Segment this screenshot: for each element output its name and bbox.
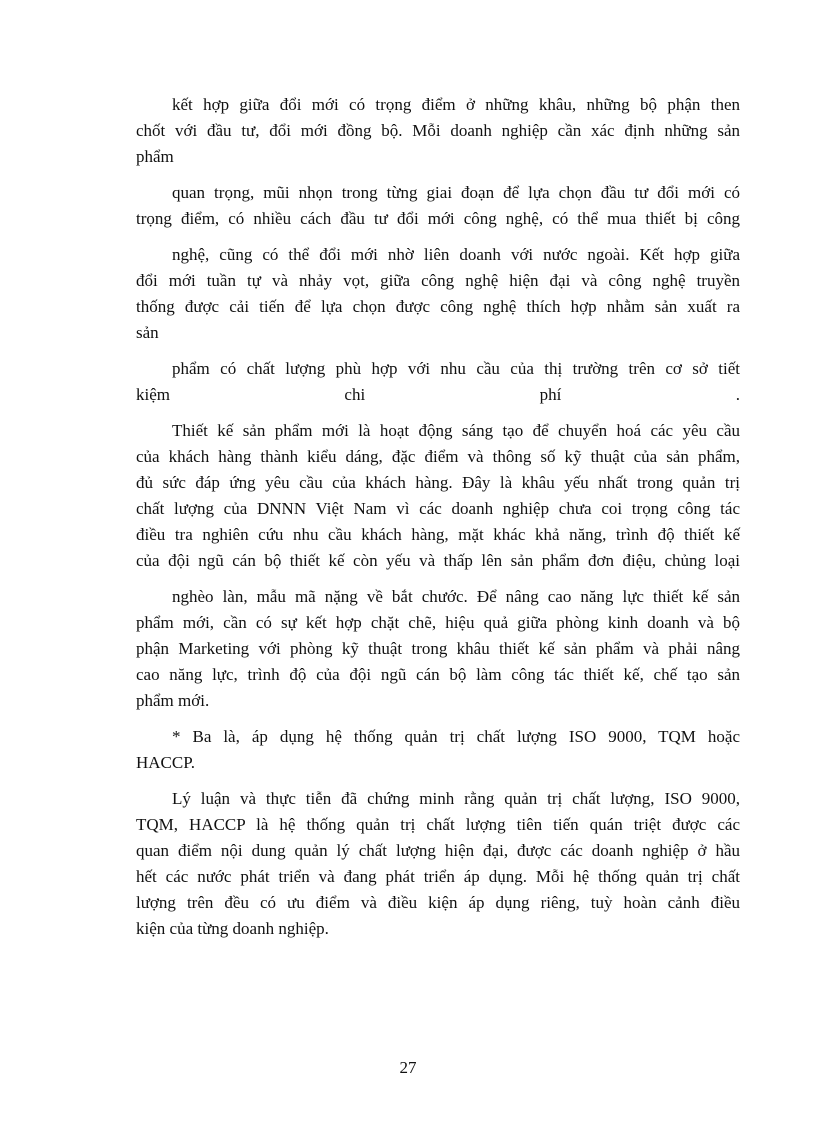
text-line: phẩm có chất lượng phù hợp với nhu cầu của thị trường trên cơ sở tiết — [172, 359, 740, 378]
paragraph-1 — [136, 92, 740, 170]
text-line: cao năng lực, trình độ của đội ngũ cán bộ làm công tác thiết kế, chế tạo sản — [136, 665, 740, 684]
text-line: Thiết kế sản phẩm mới là hoạt động sáng tạo để chuyển hoá các yêu cầu — [172, 421, 740, 440]
text-line: lượng trên đều có ưu điểm và điều kiện áp dụng riêng, tuỳ hoàn cảnh điều — [136, 893, 740, 912]
text-line: nghệ, cũng có thể đổi mới nhờ liên doanh với nước ngoài. Kết hợp giữa — [172, 245, 740, 264]
document-body — [136, 92, 740, 952]
text-line: chất lượng của DNNN Việt Nam vì các doanh nghiệp chưa coi trọng công tác — [136, 499, 740, 518]
text-line: đủ sức đáp ứng yêu cầu của khách hàng. Đây là khâu yếu nhất trong quản trị — [136, 473, 740, 492]
text-line: kết hợp giữa đổi mới có trọng điểm ở những khâu, những bộ phận then — [172, 95, 740, 114]
text-line: hết các nước phát triển và đang phát triển áp dụng. Mỗi hệ thống quản trị chất — [136, 867, 740, 886]
text-line: TQM, HACCP là hệ thống quản trị chất lượng tiên tiến quán triệt được các — [136, 815, 740, 834]
text-line: điều tra nghiên cứu nhu cầu khách hàng, mặt khác khả năng, trình độ thiết kế — [136, 525, 740, 544]
paragraph-4 — [136, 356, 740, 408]
text-line: phẩm mới, cần có sự kết hợp chặt chẽ, hiệu quả giữa phòng kinh doanh và bộ — [136, 613, 740, 632]
paragraph-2 — [136, 180, 740, 232]
text-line: nghèo làn, mẫu mã nặng về bắt chước. Để nâng cao năng lực thiết kế sản — [172, 587, 740, 606]
text-line: phận Marketing với phòng kỹ thuật trong khâu thiết kế sản phẩm và phải nâng — [136, 639, 740, 658]
text-line: đổi mới tuần tự và nhảy vọt, giữa công nghệ hiện đại và công nghệ truyền — [136, 271, 740, 290]
text-line: thống được cải tiến để lựa chọn được công nghệ thích hợp nhằm sản xuất ra — [136, 297, 740, 316]
text-line: phẩm mới. — [136, 691, 210, 710]
text-line: kiện của từng doanh nghiệp. — [136, 919, 329, 938]
text-line: trọng điểm, có nhiều cách đầu tư đổi mới công nghệ, có thể mua thiết bị công — [136, 209, 740, 228]
text-line: Lý luận và thực tiễn đã chứng minh rằng quản trị chất lượng, ISO 9000, — [172, 789, 740, 808]
text-line: * Ba là, áp dụng hệ thống quản trị chất lượng ISO 9000, TQM hoặc — [172, 727, 740, 746]
paragraph-7 — [136, 724, 740, 776]
page-number: 27 — [399, 1058, 417, 1077]
text-line: của khách hàng thành kiểu dáng, đặc điểm và thông số kỹ thuật của sản phẩm, — [136, 447, 740, 466]
text-line: chốt với đầu tư, đổi mới đồng bộ. Mỗi doanh nghiệp cần xác định những sản — [136, 121, 740, 140]
paragraph-3 — [136, 242, 740, 346]
paragraph-5 — [136, 418, 740, 574]
paragraph-6 — [136, 584, 740, 714]
text-line: sản — [136, 323, 159, 342]
text-line: HACCP. — [136, 753, 196, 772]
text-line: quan trọng, mũi nhọn trong từng giai đoạn để lựa chọn đầu tư đổi mới có — [172, 183, 740, 202]
paragraph-8 — [136, 786, 740, 942]
text-line: quan điểm nội dung quản lý chất lượng hiện đại, được các doanh nghiệp ở hầu — [136, 841, 740, 860]
text-line: kiệm chi phí . — [136, 385, 740, 404]
text-line: phẩm — [136, 147, 174, 166]
text-line: của đội ngũ cán bộ thiết kế còn yếu và thấp lên sản phẩm đơn điệu, chủng loại — [136, 551, 740, 570]
